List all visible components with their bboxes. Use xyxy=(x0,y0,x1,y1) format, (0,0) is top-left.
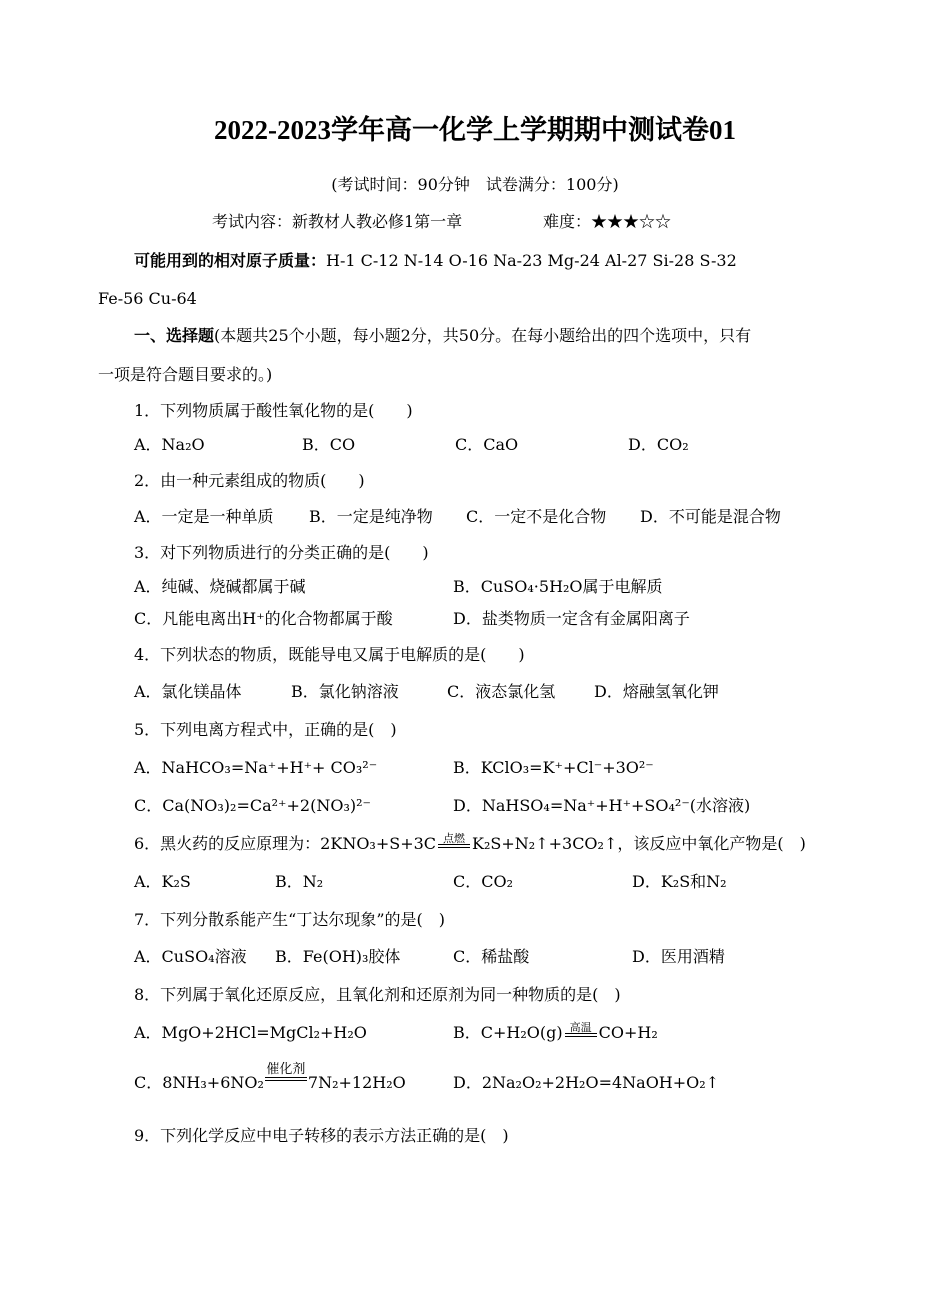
question-7: 7．下列分散系能产生“丁达尔现象”的是( ) xyxy=(134,910,446,929)
content-label: 考试内容：新教材人教必修1第一章 xyxy=(212,212,463,231)
q5-option-c: C．Ca(NO₃)₂=Ca²⁺+2(NO₃)²⁻ xyxy=(134,796,371,815)
question-3: 3．对下列物质进行的分类正确的是( ) xyxy=(134,543,429,562)
q6-option-a: A．K₂S xyxy=(134,872,191,891)
condition-label: 点燃 xyxy=(443,831,466,845)
q1-option-d: D．CO₂ xyxy=(628,435,689,454)
q2-option-b: B．一定是纯净物 xyxy=(309,507,433,526)
q8-option-b xyxy=(453,1022,658,1045)
q1-option-c: C．CaO xyxy=(455,435,519,454)
q4-option-b: B．氯化钠溶液 xyxy=(291,682,399,701)
q1-option-b: B．CO xyxy=(302,435,356,454)
q7-option-a: A．CuSO₄溶液 xyxy=(134,947,247,966)
q6-stem-part1: 6．黑火药的反应原理为：2KNO₃+S+3C xyxy=(134,834,437,853)
difficulty xyxy=(543,211,671,233)
atomic-mass-values: H-1 C-12 N-14 O-16 Na-23 Mg-24 Al-27 Si-28 S-32 xyxy=(326,251,737,270)
q8-option-c-right: 7N₂+12H₂O xyxy=(307,1073,406,1092)
q7-option-c: C．稀盐酸 xyxy=(453,947,530,966)
question-2: 2．由一种元素组成的物质( ) xyxy=(134,471,365,490)
q3-option-d: D．盐类物质一定含有金属阳离子 xyxy=(453,609,690,628)
q8-option-d: D．2Na₂O₂+2H₂O=4NaOH+O₂↑ xyxy=(453,1073,720,1092)
q6-option-c: C．CO₂ xyxy=(453,872,514,891)
question-9: 9．下列化学反应中电子转移的表示方法正确的是( ) xyxy=(134,1126,509,1145)
q7-option-d: D．医用酒精 xyxy=(632,947,725,966)
q5-option-b: B．KClO₃=K⁺+Cl⁻+3O²⁻ xyxy=(453,758,654,777)
reaction-condition-catalyst xyxy=(264,1061,308,1095)
section-label: 一、选择题 xyxy=(134,326,215,345)
q8-option-a: A．MgO+2HCl=MgCl₂+H₂O xyxy=(134,1023,367,1042)
atomic-mass-line xyxy=(134,250,737,272)
q5-option-d: D．NaHSO₄=Na⁺+H⁺+SO₄²⁻(水溶液) xyxy=(453,796,751,815)
q4-option-c: C．液态氯化氢 xyxy=(447,682,556,701)
q2-option-d: D．不可能是混合物 xyxy=(640,507,781,526)
condition-label: 催化剂 xyxy=(266,1061,306,1077)
exam-info: (考试时间：90分钟 试卷满分：100分) xyxy=(331,175,619,194)
question-8: 8．下列属于氧化还原反应，且氧化剂和还原剂为同一种物质的是( ) xyxy=(134,985,621,1004)
q5-option-a: A．NaHCO₃=Na⁺+H⁺+ CO₃²⁻ xyxy=(134,758,378,777)
q6-stem-part2: K₂S+N₂↑+3CO₂↑，该反应中氧化产物是( ) xyxy=(472,834,806,853)
q8-option-c-left: C．8NH₃+6NO₂ xyxy=(134,1073,264,1092)
q3-option-c: C．凡能电离出H⁺的化合物都属于酸 xyxy=(134,609,393,628)
reaction-condition-high-temp xyxy=(563,1020,599,1045)
atomic-mass-label: 可能用到的相对原子质量： xyxy=(134,251,327,270)
question-5: 5．下列电离方程式中，正确的是( ) xyxy=(134,720,397,739)
question-1: 1．下列物质属于酸性氧化物的是( ) xyxy=(134,401,413,420)
difficulty-label: 难度： xyxy=(543,212,592,231)
q1-option-a: A．Na₂O xyxy=(134,435,205,454)
difficulty-stars: ★★★☆☆ xyxy=(591,212,672,231)
q7-option-b: B．Fe(OH)₃胶体 xyxy=(275,947,401,966)
q4-option-a: A．氯化镁晶体 xyxy=(134,682,242,701)
q8-option-b-left: B．C+H₂O(g) xyxy=(453,1023,563,1042)
reaction-condition-ignite xyxy=(436,831,472,856)
question-4: 4．下列状态的物质，既能导电又属于电解质的是( ) xyxy=(134,645,525,664)
q2-option-c: C．一定不是化合物 xyxy=(466,507,607,526)
condition-label: 高温 xyxy=(569,1020,592,1034)
q2-option-a: A．一定是一种单质 xyxy=(134,507,274,526)
q6-option-d: D．K₂S和N₂ xyxy=(632,872,727,891)
section-heading xyxy=(134,325,751,347)
section-desc-2: 一项是符合题目要求的。) xyxy=(98,365,273,384)
q4-option-d: D．熔融氢氧化钾 xyxy=(594,682,719,701)
q3-option-a: A．纯碱、烧碱都属于碱 xyxy=(134,577,306,596)
question-6 xyxy=(134,833,806,856)
q8-option-c xyxy=(134,1061,406,1095)
q6-option-b: B．N₂ xyxy=(275,872,324,891)
atomic-mass-line-2: Fe-56 Cu-64 xyxy=(98,289,197,308)
q3-option-b: B．CuSO₄·5H₂O属于电解质 xyxy=(453,577,663,596)
page-title: 2022-2023学年高一化学上学期期中测试卷01 xyxy=(214,115,736,145)
section-desc: (本题共25个小题，每小题2分，共50分。在每小题给出的四个选项中，只有 xyxy=(214,326,752,345)
q8-option-b-right: CO+H₂ xyxy=(598,1023,658,1042)
